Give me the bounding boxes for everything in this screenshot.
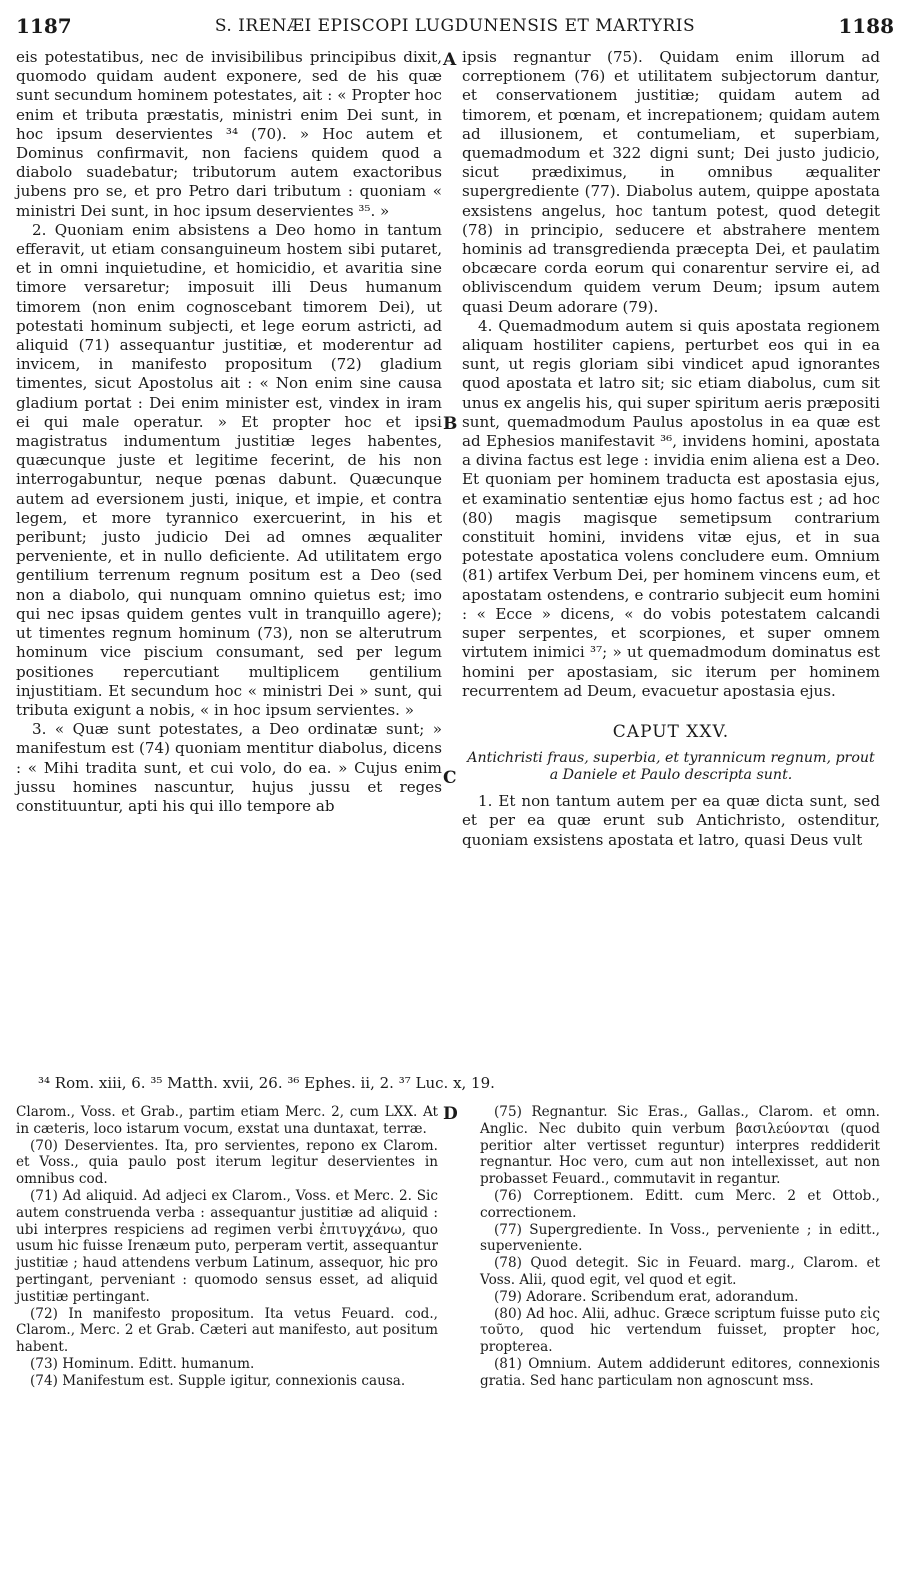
footnote: (73) Hominum. Editt. humanum. bbox=[30, 1355, 255, 1372]
right-text-column bbox=[462, 48, 880, 850]
paragraph-continued: eis potestatibus, nec de invisibilibus principibus dixit, quomodo quidam audent exponere, sed de his quæ sunt secundum hominem potestates, ait : « Propter hoc enim et tributa præstatis, ministri enim Dei sunt, in hoc ipsum deservientes ³⁴ (70). » Hoc autem et Dominus confirmavit, non faciens quidem quod a diabolo suadebatur; tributorum autem exactoribus jubens pro se, et pro Petro dari tributum : quoniam « ministri Dei sunt, in hoc ipsum deservientes ³⁵. » bbox=[16, 48, 442, 220]
paragraph-2: 2. Quoniam enim absistens a Deo homo in tantum efferavit, ut etiam consanguineum hostem sibi putaret, et in omni inquietudine, et homicidio, et avaritia sine timore versaretur; imposuit illi Deus humanum timorem (non enim cognoscebant timorem Dei), ut potestati hominum subjecti, et lege eorum astricti, ad aliquid (71) assequantur justitiæ, et moderentur ad invicem, in manifesto propositum (72) gladium timentes, sicut Apostolus ait : « Non enim sine causa gladium portat : Dei enim minister est, vindex in iram ei qui male operatur. » Et propter hoc et ipsi magistratus indumentum justitiæ leges habentes, quæcunque juste et legitime fecerint, de his non interrogabuntur, neque pœnas dabunt. Quæcunque autem ad eversionem justi, inique, et impie, et contra legem, et more tyrannico exercuerint, in his et peribunt; justo judicio Dei ad omnes æqualiter perveniente, et in nullo deficiente. Ad utilitatem ergo gentilium terrenum regnum positum est a Deo (sed non a diabolo, qui nunquam omnino quietus est; imo qui nec ipsas quidem gentes vult in tranquillo agere); ut timentes regnum hominum (73), non se alterutrum hominum vice piscium consumant, sed per legum positiones repercutiant multiplicem gentilium injustitiam. Et secundum hoc « ministri Dei » sunt, qui tributa exigunt a nobis, « in hoc ipsum servientes. » bbox=[16, 220, 442, 719]
footnote: (77) Supergrediente. In Voss., perveniente ; in editt., superveniente. bbox=[480, 1221, 880, 1255]
running-header bbox=[16, 10, 894, 40]
footnote: (79) Adorare. Scribendum erat, adorandum. bbox=[494, 1288, 799, 1305]
chapter-heading: CAPUT XXV. bbox=[612, 721, 730, 742]
chapter-paragraph-1: 1. Et non tantum autem per ea quæ dicta sunt, sed et per ea quæ erunt sub Antichristo, ostenditur, quoniam exsistens apostata et latro, quasi Deus vult bbox=[462, 792, 880, 849]
paragraph-4: 4. Quemadmodum autem si quis apostata regionem aliquam hostiliter capiens, perturbet eos qui in ea sunt, ut regis gloriam sibi vindicet apud ignorantes quod apostata et latro sit; sic etiam diabolus, cum sit unus ex angelis his, qui super spiritum aeris præpositi sunt, quemadmodum Paulus apostolus in ea quæ est ad Ephesios manifestavit ³⁶, invidens homini, apostata a divina factus est lege : invidia enim aliena est a Deo. Et quoniam per hominem traducta est apostasia ejus, et examinatio sententiæ ejus homo factus est ; ad hoc (80) magis magisque semetipsum contrarium constituit homini, invidens vitæ ejus, et in sua potestate apostatica volens concludere eum. Omnium (81) artifex Verbum Dei, per hominem vincens eum, et apostatam ostendens, e contrario subjecit eum homini : « Ecce » dicens, « do vobis potestatem calcandi super serpentes, et scorpiones, et super omnem virtutem inimici ³⁷; » ut quemadmodum dominatus est homini per apostasiam, sic iterum per hominem recurrentem ad Deum, evacuetur apostasia ejus. bbox=[462, 316, 880, 700]
paragraph-3: 3. « Quæ sunt potestates, a Deo ordinatæ sunt; » manifestum est (74) quoniam mentitur diabolus, dicens : « Mihi tradita sunt, et cui volo, do ea. » Cujus enim jussu homines nascuntur, hujus jussu et reges constituuntur, apti his qui illo tempore ab bbox=[16, 720, 442, 815]
footnote: (72) In manifesto propositum. Ita vetus Feuard. cod., Clarom., Merc. 2 et Grab. Cæteri aut manifesto, aut positum habent. bbox=[16, 1305, 438, 1356]
footnote: (78) Quod detegit. Sic in Feuard. marg., Clarom. et Voss. Alii, quod egit, vel quod et egit. bbox=[480, 1255, 880, 1288]
running-title: S. IRENÆI EPISCOPI LUGDUNENSIS ET MARTYRIS bbox=[214, 16, 696, 36]
footnote: (71) Ad aliquid. Ad adjeci ex Clarom., Voss. et Merc. 2. Sic autem construenda verba : assequantur justitiæ ad aliquid : ubi interpres respiciens ad regimen verbi ἐπιτυγχάνω, quo usum hic fuisse Irenæum puto, perperam vertit, assequantur justitiæ ; haud attendens verbum Latinum, assequor, hic pro pertingant, perveniant : quomodo sensus esset, ad aliquid justitiæ pertingant. bbox=[16, 1187, 438, 1305]
margin-marker-d: D bbox=[443, 1104, 458, 1124]
footnotes-left bbox=[16, 1104, 438, 1390]
chapter-summary: Antichristi fraus, superbia, et tyrannicum regnum, prout a Daniele et Paulo descripta sunt. bbox=[467, 750, 875, 784]
footnote: (80) Ad hoc. Alii, adhuc. Græce scriptum fuisse puto εἰς τοῦτο, quod hic vertendum fuisset, propter hoc, propterea. bbox=[480, 1305, 880, 1356]
left-text-column bbox=[16, 48, 442, 816]
footnote: Clarom., Voss. et Grab., partim etiam Merc. 2, cum LXX. At in cæteris, loco istarum vocum, exstat una duntaxat, terræ. bbox=[16, 1104, 438, 1137]
footnotes-right bbox=[480, 1104, 880, 1390]
page-number-right: 1188 bbox=[838, 14, 894, 38]
scripture-references: ³⁴ Rom. xiii, 6. ³⁵ Matth. xvii, 26. ³⁶ Ephes. ii, 2. ³⁷ Luc. x, 19. bbox=[38, 1074, 495, 1092]
margin-marker-a: A bbox=[443, 50, 457, 70]
footnote: (81) Omnium. Autem addiderunt editores, connexionis gratia. Sed hanc particulam non agnoscunt mss. bbox=[480, 1355, 880, 1389]
footnote: (75) Regnantur. Sic Eras., Gallas., Clarom. et omn. Anglic. Nec dubito quin verbum βασιλεύονται (quod peritior alter vertisset reguntur) interpres reddiderit regnantur. Hoc vero, cum aut non intellexisset, aut non probasset Feuard., commutavit in regantur. bbox=[480, 1104, 880, 1188]
paragraph-continued-right: ipsis regnantur (75). Quidam enim illorum ad correptionem (76) et utilitatem subjectorum dantur, et conservationem justitiæ; quidam autem ad timorem, et pœnam, et increpationem; quidam autem ad illusionem, et contumeliam, et superbiam, quemadmodum et 322 digni sunt; Dei justo judicio, sicut prædiximus, in omnibus æqualiter supergrediente (77). Diabolus autem, quippe apostata exsistens angelus, hoc tantum potest, quod detegit (78) in principio, seducere et abstrahere mentem hominis ad transgredienda præcepta Dei, et paulatim obcæcare corda eorum qui conarentur servire ei, ad obliviscendum quidem verum Deum; ipsum autem quasi Deum adorare (79). bbox=[462, 48, 880, 316]
margin-marker-b: B bbox=[443, 414, 458, 434]
footnote: (70) Deservientes. Ita, pro servientes, repono ex Clarom. et Voss., quia paulo post iterum legitur deservientes in omnibus cod. bbox=[16, 1137, 438, 1188]
footnote: (76) Correptionem. Editt. cum Merc. 2 et Ottob., correctionem. bbox=[480, 1187, 880, 1221]
page-number-left: 1187 bbox=[16, 14, 72, 38]
footnote: (74) Manifestum est. Supple igitur, connexionis causa. bbox=[30, 1372, 406, 1389]
margin-marker-c: C bbox=[443, 768, 457, 788]
